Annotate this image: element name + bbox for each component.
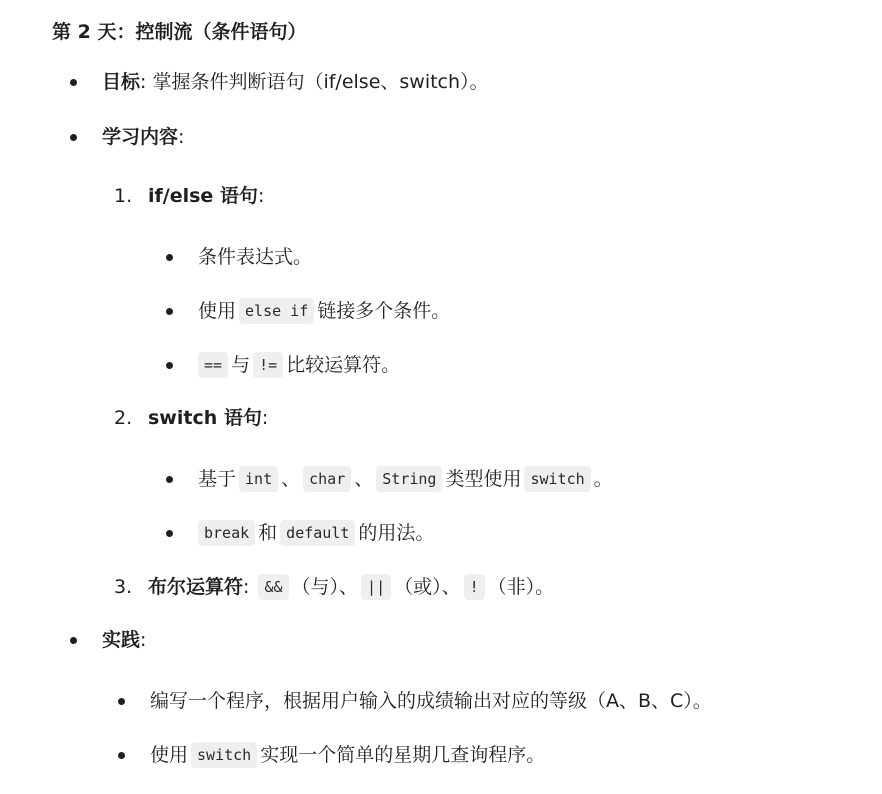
bullet-icon [166,254,173,261]
bullet-icon [118,752,125,759]
boolean-line [148,572,554,602]
code-not-equals: != [253,352,283,378]
code-break: break [198,520,255,546]
code-default: default [280,520,355,546]
list-item [198,296,450,326]
code-not: ! [464,574,485,600]
ifelse-title-line [148,181,264,211]
bullet-icon [118,698,125,705]
bullet-icon [166,476,173,483]
list-number: 1. [114,185,133,207]
switch-title-line [148,403,268,433]
practice-text: 编写一个程序，根据用户输入的成绩输出对应的等级（A、B、C）。 [150,690,712,712]
list-number: 3. [114,576,133,598]
list-item [150,740,545,770]
boolean-text: （或）、 [394,576,461,598]
code-equals: == [198,352,228,378]
code-else-if: else if [239,298,314,324]
subitem-text: 条件表达式。 [198,246,313,268]
subitem-text: 比较运算符。 [286,354,401,376]
bullet-icon [70,637,77,644]
subitem-text: 链接多个条件。 [317,300,451,322]
bullet-icon [166,308,173,315]
content-label: 学习内容 [102,126,179,148]
ifelse-title: if/else 语句 [148,185,258,207]
bullet-icon [166,530,173,537]
code-and: && [258,574,288,600]
content-sep: : [178,126,185,148]
subitem-text: 和 [258,522,278,544]
practice-label: 实践 [102,629,141,651]
goal-line [102,67,489,97]
list-item [195,350,400,380]
boolean-title: 布尔运算符 [148,576,244,598]
subitem-text: 与 [231,354,251,376]
practice-line [102,625,146,655]
boolean-text: （与）、 [291,576,359,598]
code-int: int [239,466,278,492]
list-item [198,242,312,272]
code-string: String [376,466,442,492]
list-item [195,518,434,548]
practice-sep: : [140,629,147,651]
content-line [102,122,184,152]
boolean-sep: : [243,576,250,598]
subitem-text: 基于 [198,468,237,490]
list-item [150,686,712,716]
practice-text: 使用 [150,744,189,766]
switch-sep: : [261,407,269,429]
bullet-icon [70,79,77,86]
goal-text: 掌握条件判断语句（if/else、switch）。 [152,71,489,93]
code-switch: switch [524,466,590,492]
subitem-text: 、 [281,468,301,490]
bullet-icon [70,134,77,141]
subitem-text: 类型使用 [445,468,522,490]
list-number: 2. [114,407,133,429]
subitem-text: 使用 [198,300,237,322]
list-item [198,464,613,494]
practice-text: 实现一个简单的星期几查询程序。 [260,744,546,766]
goal-label: 目标 [102,71,141,93]
code-or: || [361,574,391,600]
ifelse-sep: : [257,185,265,207]
day-heading: 第 2 天：控制流（条件语句） [52,21,307,43]
subitem-text: 、 [354,468,374,490]
code-char: char [303,466,351,492]
subitem-text: 。 [593,468,613,490]
goal-sep: : [140,71,147,93]
code-switch: switch [191,742,257,768]
switch-title: switch 语句 [148,407,262,429]
boolean-text: （非）。 [487,576,555,598]
bullet-icon [166,362,173,369]
subitem-text: 的用法。 [358,522,435,544]
